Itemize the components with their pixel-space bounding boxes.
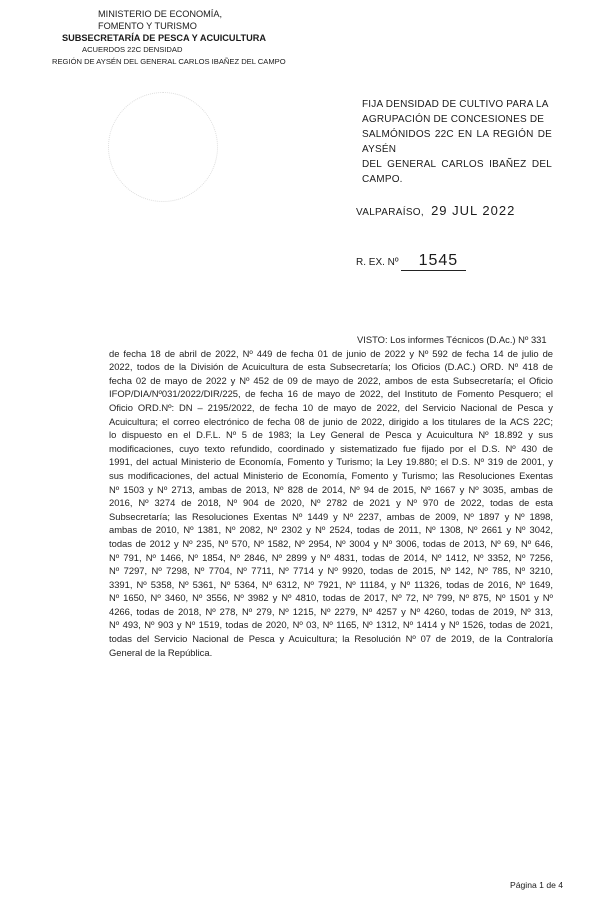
paragraph-line: 4266, todas de 2018, Nº 278, Nº 279, Nº 1215, Nº 2279, Nº 4257 y Nº 4260, todas de 2019, Nº 313, — [109, 605, 553, 617]
paragraph-line: Oficio ORD.Nº: DN – 2195/2022, de fecha 10 de mayo de 2022, del Servicio Nacional de Pesca y — [109, 401, 553, 413]
visto-paragraph — [109, 333, 553, 659]
paragraph-line: Nº 1503 y Nº 2713, ambas de 2013, Nº 828 de 2014, Nº 94 de 2015, Nº 1667 y Nº 3035, ambas de — [109, 483, 553, 495]
paragraph-line: IFOP/DIA/Nº031/2022/DIR/225, de fecha 16 de mayo de 2022, del Instituto de Fomento Pesquero; el — [109, 388, 553, 400]
paragraph-line: Nº 493, Nº 903 y Nº 1519, todas de 2020, Nº 03, Nº 1165, Nº 1312, Nº 1414 y Nº 1526, todas de 2021, — [109, 619, 553, 631]
paragraph-line: modificaciones, cuyo texto refundido, coordinado y sistematizado fue fijado por el D.S. Nº 430 de — [109, 442, 553, 454]
paragraph-line: todas de 2012 y Nº 235, Nº 570, Nº 1582, Nº 2954, Nº 3004 y Nº 3006, todas de 2013, Nº 69, Nº 646, — [109, 537, 553, 549]
subject-line: DEL GENERAL CARLOS IBAÑEZ DEL CAMPO. — [362, 159, 552, 185]
letterhead-region: REGIÓN DE AYSÉN DEL GENERAL CARLOS IBAÑEZ DEL CAMPO — [52, 57, 286, 66]
place-date — [356, 203, 515, 218]
paragraph-line: sus modificaciones, del actual Ministerio de Economía, Fomento y Turismo; las Resoluciones Exentas — [109, 469, 553, 481]
paragraph-line: 2016, Nº 3274 de 2018, Nº 904 de 2020, Nº 2782 de 2021 y Nº 970 de 2022, todas de esta — [109, 497, 553, 509]
paragraph-line: todas del Servicio Nacional de Pesca y Acuicultura; la Resolución Nº 07 de 2019, de la Contraloría — [109, 633, 553, 645]
letterhead-ministry-sub: FOMENTO Y TURISMO — [98, 21, 197, 31]
resolution-label: R. EX. Nº — [356, 257, 399, 268]
letterhead — [52, 8, 292, 68]
paragraph-line: 1991, del actual Ministerio de Economía, Fomento y Turismo; la Ley 19.880; el D.S. Nº 319 de 2001, y — [109, 456, 553, 468]
place-city: VALPARAÍSO, — [356, 207, 424, 218]
paragraph-line: Subsecretaría; las Resoluciones Exentas Nº 1449 y Nº 2237, ambas de 2009, Nº 1897 y Nº 1898, — [109, 510, 553, 522]
paragraph-line: fecha 02 de mayo de 2022 y Nº 452 de 09 de mayo de 2022, ambos de esta Subsecretaría; el Oficio — [109, 374, 553, 386]
letterhead-subsecretaria: SUBSECRETARÍA DE PESCA Y ACUICULTURA — [62, 33, 267, 43]
resolution-value: 1545 — [401, 252, 467, 271]
letterhead-reference: ACUERDOS 22C DENSIDAD — [82, 45, 183, 54]
resolution-number — [356, 252, 466, 271]
paragraph-line: de fecha 18 de abril de 2022, Nº 449 de fecha 01 de junio de 2022 y Nº 592 de fecha 14 de julio de — [109, 347, 553, 359]
paragraph-line: ambas de 2010, Nº 1381, Nº 2082, Nº 2302 y Nº 2524, todas de 2011, Nº 1308, Nº 2661 y Nº 3042, — [109, 524, 553, 536]
paragraph-line: 3391, Nº 5358, Nº 5361, Nº 5364, Nº 6312, Nº 7921, Nº 11184, y Nº 11326, todas de 2016, Nº 1649, — [109, 578, 553, 590]
page-number: Página 1 de 4 — [510, 880, 564, 890]
letterhead-ministry: MINISTERIO DE ECONOMÍA, — [98, 9, 223, 19]
paragraph-line: lo dispuesto en el D.F.L. Nº 5 de 1983; la Ley General de Pesca y Acuicultura Nº 18.892 y sus — [109, 429, 553, 441]
subject-line: FIJA DENSIDAD DE CULTIVO PARA LA — [362, 99, 549, 110]
paragraph-line: 2022, todos de la División de Acuicultura de esta Subsecretaría; los Oficios (D.AC.) ORD. Nº 418 de — [109, 361, 553, 373]
subject-line: AGRUPACIÓN DE CONCESIONES DE — [362, 114, 545, 125]
paragraph-line: Nº 7297, Nº 7298, Nº 7704, Nº 7711, Nº 7714 y Nº 9920, todas de 2015, Nº 142, Nº 785, Nº 3210, — [109, 565, 553, 577]
subject-line: SALMÓNIDOS 22C EN LA REGIÓN DE AYSÉN — [362, 129, 552, 155]
subject-block — [362, 97, 552, 187]
stamped-date: 29 JUL 2022 — [431, 203, 516, 218]
faded-seal — [108, 92, 218, 202]
paragraph-line: General de la República. — [109, 646, 213, 658]
paragraph-line: VISTO: Los informes Técnicos (D.Ac.) Nº 331 — [357, 334, 547, 345]
paragraph-line: Acuicultura; el correo electrónico de fecha 08 de junio de 2022, dirigido a los titulares de la ACS 22C; — [109, 415, 553, 427]
paragraph-line: Nº 791, Nº 1466, Nº 1854, Nº 2846, Nº 2899 y Nº 4831, todas de 2014, Nº 1412, Nº 3352, Nº 7256, — [109, 551, 553, 563]
paragraph-line: Nº 1650, Nº 3460, Nº 3556, Nº 3982 y Nº 4810, todas de 2017, Nº 72, Nº 799, Nº 875, Nº 1501 y Nº — [109, 592, 553, 604]
